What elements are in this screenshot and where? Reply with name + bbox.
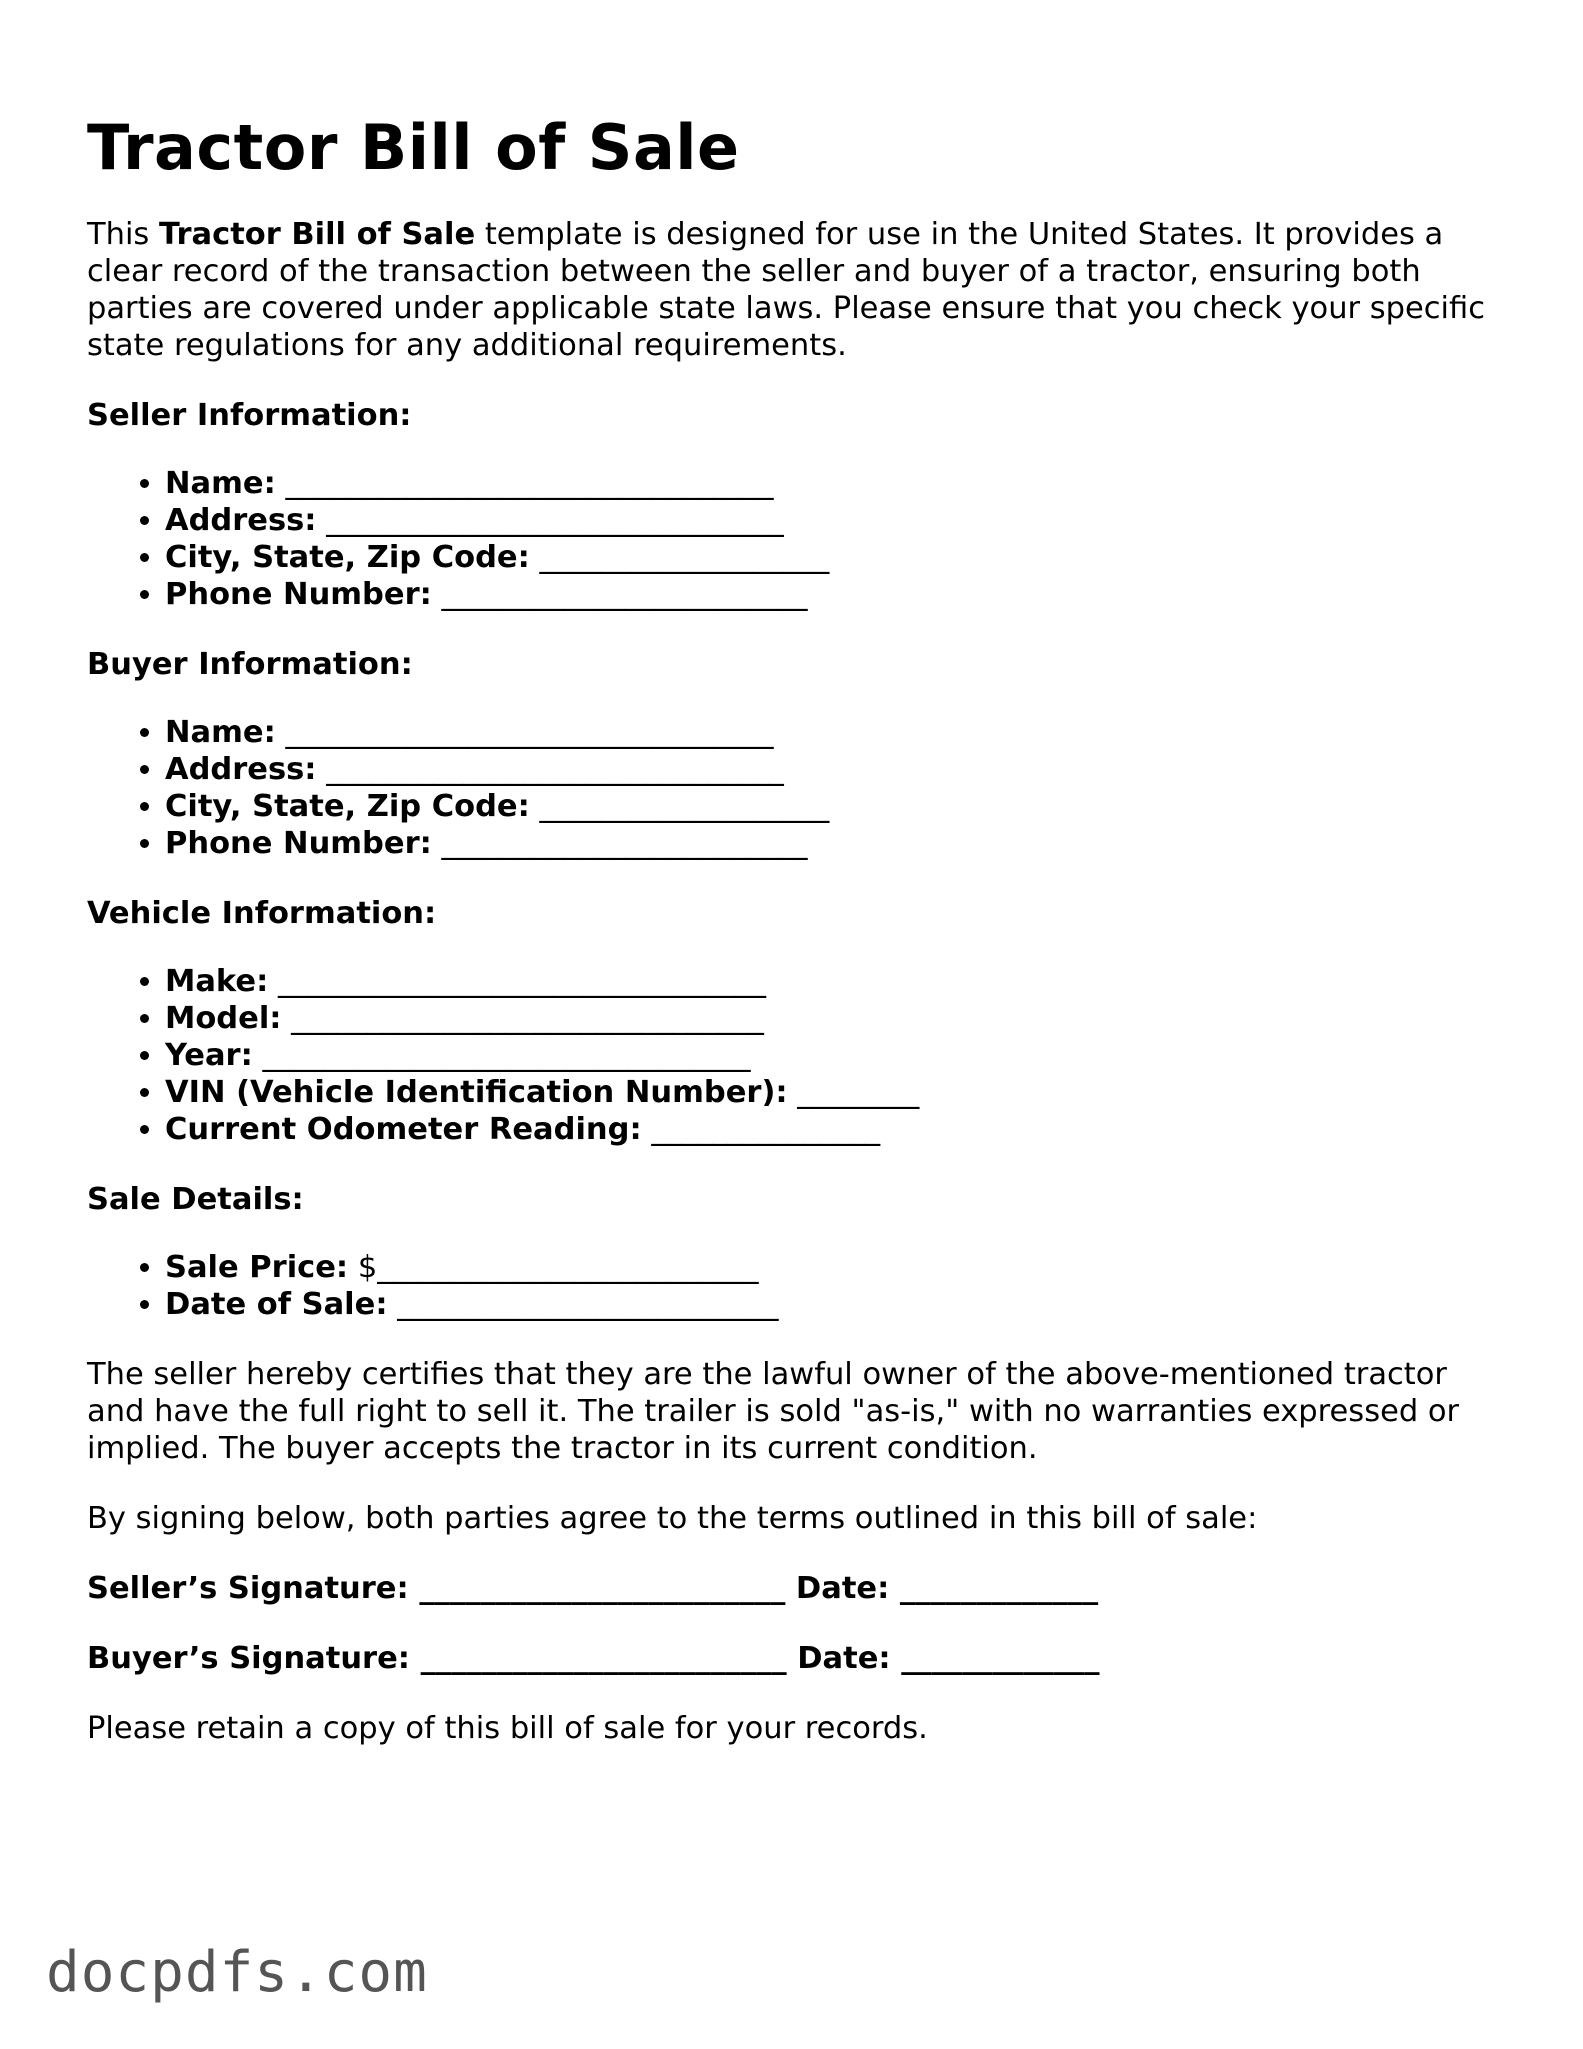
sale-date-blank[interactable]: _________________________: [387, 1287, 779, 1322]
seller-phone-label: Phone Number:: [165, 577, 432, 612]
list-item: [165, 465, 1507, 502]
watermark-text: docpdfs.com: [46, 1940, 428, 2005]
seller-address-label: Address:: [165, 503, 317, 538]
list-item: [165, 714, 1507, 751]
list-item: [165, 1249, 1507, 1286]
seller-signature-line[interactable]: Seller’s Signature: ________________________ Date: _____________: [87, 1571, 1099, 1606]
vehicle-fields-list: [87, 963, 1507, 1148]
vehicle-vin-label: VIN (Vehicle Identification Number):: [165, 1075, 788, 1110]
buyer-city-label: City, State, Zip Code:: [165, 789, 530, 824]
vehicle-make-label: Make:: [165, 964, 269, 999]
intro-suffix: template is designed for use in the United States. It provides a clear record of the transaction between the seller and buyer of a tractor, ensuring both parties are covered under applicable state laws. Please ensure that you check your specific state regulations for any additional requirements.: [87, 217, 1485, 363]
list-item: [165, 576, 1507, 613]
seller-address-blank[interactable]: ______________________________: [316, 503, 784, 538]
sale-section-heading: Sale Details:: [87, 1182, 304, 1217]
list-item: [165, 1074, 1507, 1111]
intro-paragraph: [87, 216, 1507, 364]
buyer-fields-list: [87, 714, 1507, 862]
buyer-phone-blank[interactable]: ________________________: [431, 826, 808, 861]
agreement-paragraph: By signing below, both parties agree to the terms outlined in this bill of sale:: [87, 1501, 1258, 1536]
document-page: [87, 108, 1507, 1747]
buyer-address-blank[interactable]: ______________________________: [316, 752, 784, 787]
buyer-name-blank[interactable]: ________________________________: [275, 715, 774, 750]
sale-price-blank[interactable]: $_________________________: [348, 1250, 759, 1285]
buyer-city-blank[interactable]: ___________________: [529, 789, 830, 824]
vehicle-make-blank[interactable]: ________________________________: [268, 964, 766, 999]
list-item: [165, 825, 1507, 862]
seller-section-heading: Seller Information:: [87, 398, 412, 433]
intro-prefix: This: [87, 217, 160, 252]
list-item: [165, 502, 1507, 539]
vehicle-year-blank[interactable]: ________________________________: [252, 1038, 751, 1073]
list-item: [165, 539, 1507, 576]
list-item: [165, 788, 1507, 825]
vehicle-odometer-blank[interactable]: _______________: [641, 1112, 881, 1147]
buyer-name-label: Name:: [165, 715, 276, 750]
list-item: [165, 1111, 1507, 1148]
seller-name-blank[interactable]: ________________________________: [275, 466, 774, 501]
buyer-section-heading: Buyer Information:: [87, 647, 413, 682]
list-item: [165, 1000, 1507, 1037]
page-title: Tractor Bill of Sale: [87, 111, 740, 184]
vehicle-model-label: Model:: [165, 1001, 282, 1036]
buyer-signature-line[interactable]: Buyer’s Signature: ________________________ Date: _____________: [87, 1641, 1100, 1676]
list-item: [165, 963, 1507, 1000]
list-item: [165, 1286, 1507, 1323]
vehicle-model-blank[interactable]: _______________________________: [281, 1001, 764, 1036]
vehicle-odometer-label: Current Odometer Reading:: [165, 1112, 642, 1147]
seller-fields-list: [87, 465, 1507, 613]
buyer-address-label: Address:: [165, 752, 317, 787]
footer-note: Please retain a copy of this bill of sale for your records.: [87, 1711, 928, 1746]
list-item: [165, 751, 1507, 788]
vehicle-vin-blank[interactable]: ________: [787, 1075, 920, 1110]
seller-phone-blank[interactable]: ________________________: [431, 577, 808, 612]
list-item: [165, 1037, 1507, 1074]
seller-name-label: Name:: [165, 466, 276, 501]
vehicle-year-label: Year:: [165, 1038, 253, 1073]
sale-date-label: Date of Sale:: [165, 1287, 388, 1322]
buyer-phone-label: Phone Number:: [165, 826, 432, 861]
intro-bold-title: Tractor Bill of Sale: [159, 217, 476, 252]
vehicle-section-heading: Vehicle Information:: [87, 896, 437, 931]
seller-city-label: City, State, Zip Code:: [165, 540, 530, 575]
seller-city-blank[interactable]: ___________________: [529, 540, 830, 575]
sale-price-label: Sale Price:: [165, 1250, 349, 1285]
certification-paragraph: The seller hereby certifies that they are the lawful owner of the above-mentioned tractor and have the full right to sell it. The trailer is sold "as-is," with no warranties expressed or implied. The buyer accepts the tractor in its current condition.: [87, 1357, 1460, 1466]
sale-fields-list: [87, 1249, 1507, 1323]
